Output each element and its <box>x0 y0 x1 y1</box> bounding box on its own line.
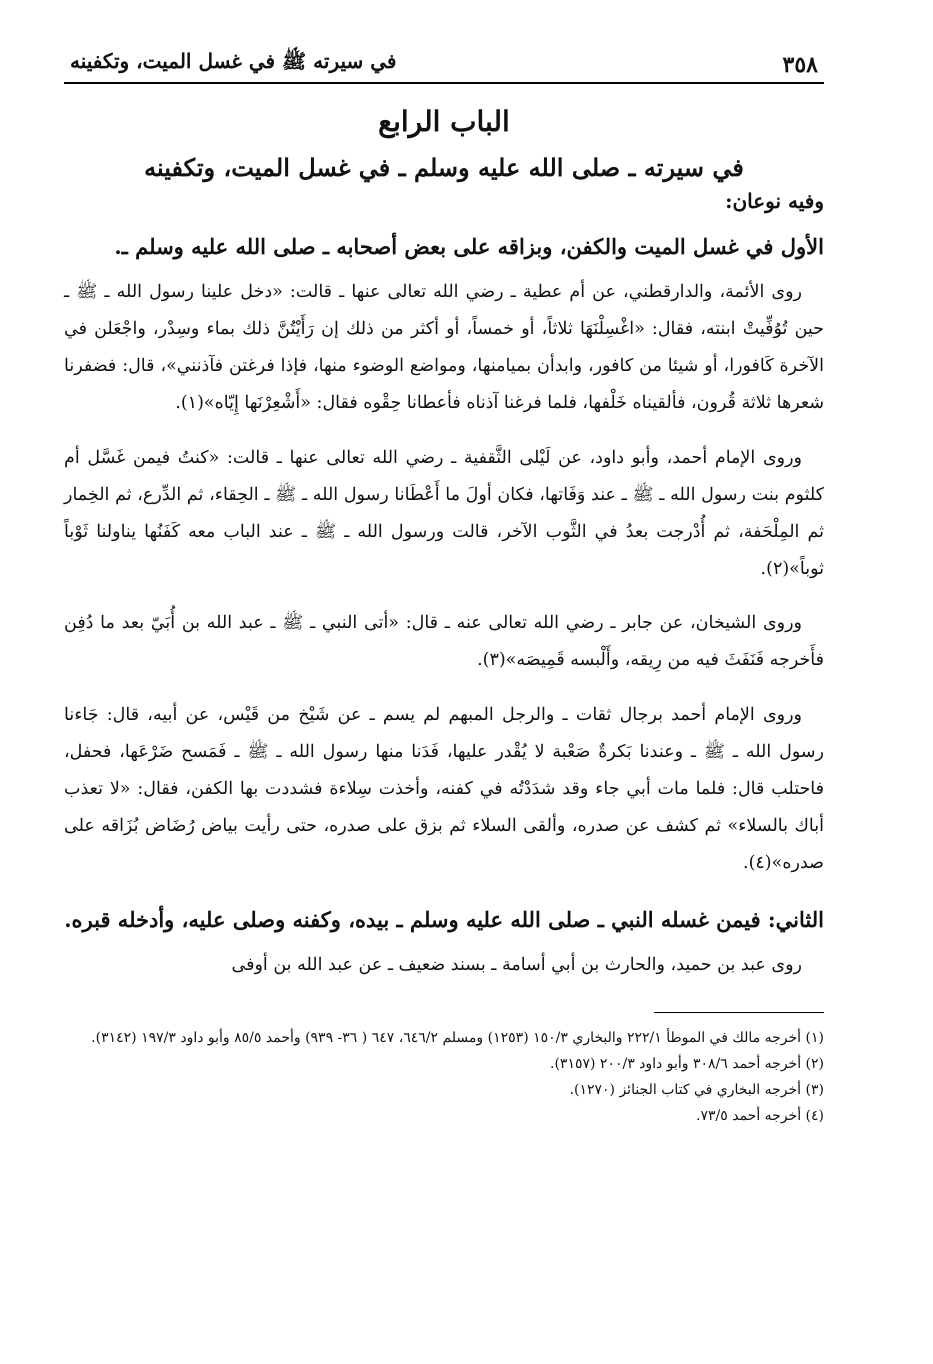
chapter-subtitle: في سيرته ـ صلى الله عليه وسلم ـ في غسل الميت، وتكفينه <box>144 153 744 182</box>
section-1-heading: الأول في غسل الميت والكفن، وبزاقه على بعض أصحابه ـ صلى الله عليه وسلم ـ. <box>114 234 824 259</box>
footnote: (١) أخرجه مالك في الموطأ ٢٢٢/١ والبخاري ١٥٠/٣ (١٢٥٣) ومسلم ٦٤٦/٢، ٦٤٧ ( ٣٦- ٩٣٩) وأحمد ٨٥/٥ وأبو داود ١٩٧/٣ (٣١٤٢). <box>91 1030 824 1046</box>
chapter-title: الباب الرابع <box>378 105 510 138</box>
intro-line: وفيه نوعان: <box>725 189 824 213</box>
footnote: (٢) أخرجه أحمد ٣٠٨/٦ وأبو داود ٢٠٠/٣ (٣١٥٧). <box>550 1056 824 1072</box>
section-2-heading: الثاني: فيمن غسله النبي ـ صلى الله عليه وسلم ـ بيده، وكفنه وصلى عليه، وأدخله قبره. <box>64 907 824 932</box>
running-header <box>64 46 824 84</box>
page-number: ٣٥٨ <box>782 52 818 78</box>
footnote-divider <box>654 1012 824 1013</box>
book-page <box>64 46 824 1129</box>
paragraph: وروى الإمام أحمد، وأبو داود، عن لَيْلى الثَّقفية ـ رضي الله تعالى عنها ـ قالت: «كنتُ فيمن غَسَّل أم كلثوم بنت رسول الله ـ ﷺ ـ عند وَفَاتها، فكان أولَ ما أَعْطَانا رسول الله ـ ﷺ ـ الحِقاء، ثم الدِّرع، ثم الخِمار ثم المِلْحَفة، ثم أُدْرجت بعدُ في الثَّوب الآخر، قالت ورسول الله ـ ﷺ ـ عند الباب معه كَفَنُها يناولنا ثَوْباً ثوباً»(٢). <box>64 447 824 579</box>
paragraph: وروى الإمام أحمد برجال ثقات ـ والرجل المبهم لم يسم ـ عن شَيْخ من قَيْس، عن أبيه، قال: جَاءنا رسول الله ـ ﷺ ـ وعندنا بَكرةٌ صَعْبة لا يُقْدر عليها، فَدَنا منها رسول الله ـ ﷺ ـ فَمَسح ضَرْعَها، فحفل، فاحتلب قال: فلما مات أبي جاء وقد شدَدْتُه في كفنه، وأخذت سِلاءة فشددت بها الكفن، فقال: «لا تعذب أباك بالسلاء» ثم كشف عن صدره، وألقى السلاء ثم بزق على صدره، حتى رأيت بياض رُضَاض بُزَاقه على صدره»(٤). <box>64 704 824 873</box>
running-header-title: في سيرته ﷺ في غسل الميت، وتكفينه <box>70 49 397 73</box>
paragraph: روى الأئمة، والدارقطني، عن أم عطية ـ رضي الله تعالى عنها ـ قالت: «دخل علينا رسول الله ـ ﷺ ـ حين تُوُفِّيتْ ابنته، فقال: «اغْسِلْنَهَا ثلاثاً، أو خمساً، أو أكثر من ذلك إن رَأَيْتُنَّ ذلك بماء وسِدْر، واجْعَلن في الآخرة كَافورا، أو شيئا من كافور، وابدأن بميامنها، ومواضع الوضوء منها، فإذا فرغتن فآذنني»، قال: فضفرنا شعرها ثلاثة قُرون، فألقيناه خَلْفها، فلما فرغنا آذناه فأعطانا حِقْوه فقال: «أَشْعِرْنَها إِيّاه»(١). <box>64 282 824 413</box>
paragraph: وروى الشيخان، عن جابر ـ رضي الله تعالى عنه ـ قال: «أتى النبي ـ ﷺ ـ عبد الله بن أُبَيّ بعد ما دُفِن فأَخرجه فَنَفَثَ فيه من رِيقه، وأَلْبسه قَمِيصَه»(٣). <box>64 613 824 670</box>
footnote: (٣) أخرجه البخاري في كتاب الجنائز (١٢٧٠). <box>569 1082 824 1098</box>
footnotes <box>64 1025 824 1129</box>
footnote: (٤) أخرجه أحمد ٧٣/٥. <box>696 1108 824 1124</box>
paragraph: روى عبد بن حميد، والحارث بن أبي أسامة ـ بسند ضعيف ـ عن عبد الله بن أوفى <box>231 955 802 975</box>
